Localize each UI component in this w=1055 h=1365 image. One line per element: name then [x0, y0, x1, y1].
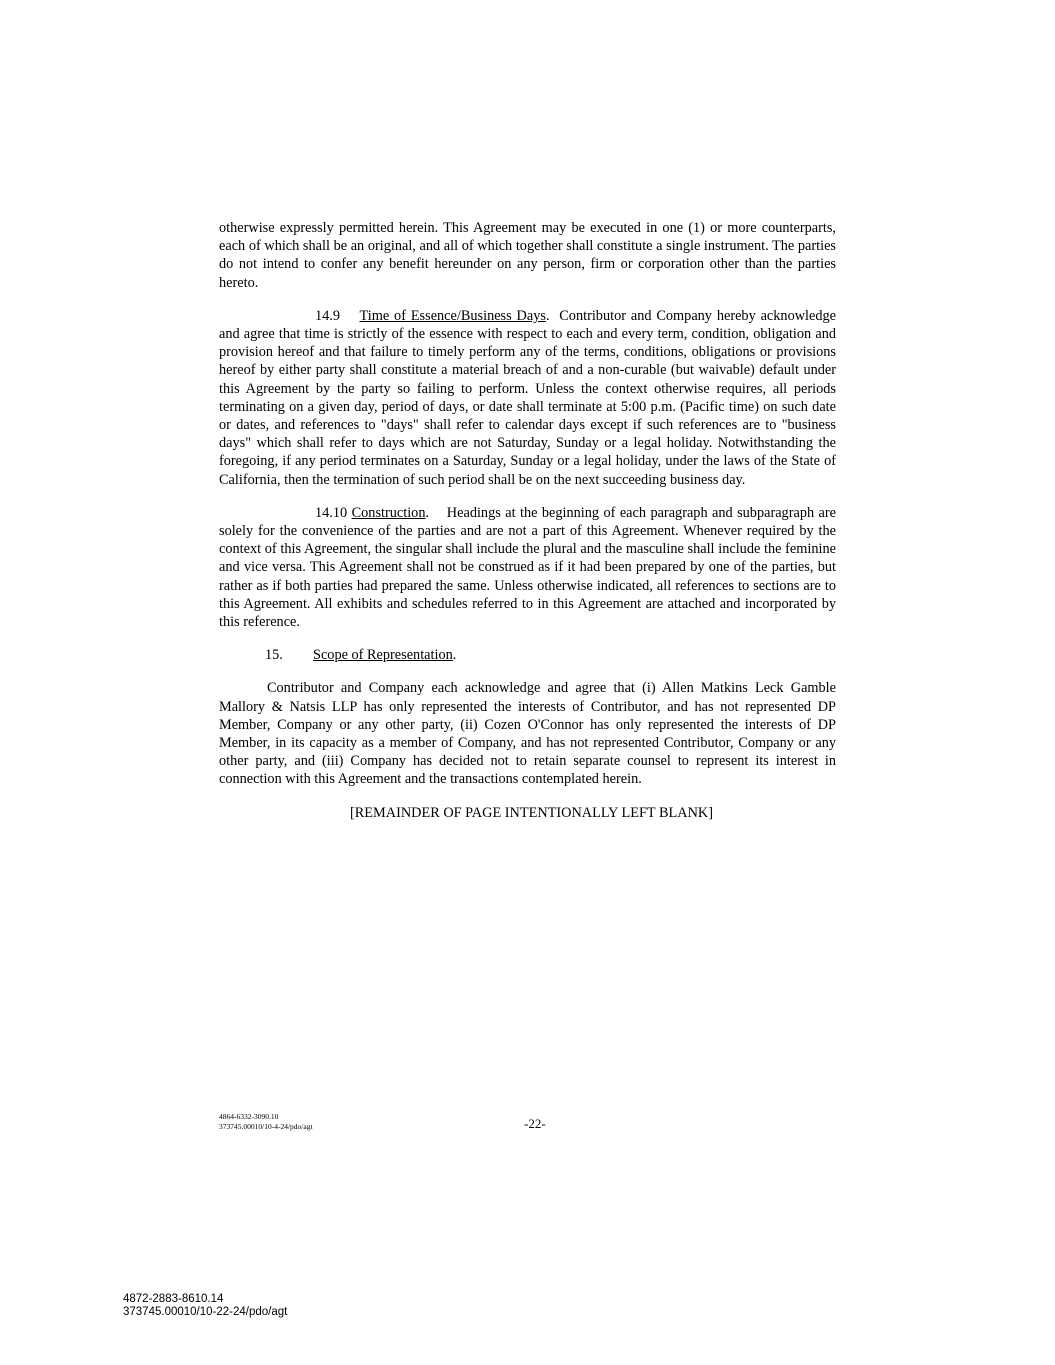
page-number: -22- [524, 1116, 546, 1131]
outer-footer-doc-id-line1: 4872-2883-8610.14 [123, 1293, 224, 1305]
section-14-9: 14.9 Time of Essence/Business Days. Contributor and Company hereby acknowledge and agree that time is strictly of the essence with respect to each and every term, condition, obligation and provision hereof and that failure to timely perform any of the terms, conditions, obligations or provisions hereof by either party shall constitute a material breach of and a non-curable (but waivable) default under this Agreement by the party so failing to perform. Unless the context otherwise requires, all periods terminating on a given day, period of days, or date shall terminate at 5:00 p.m. (Pacific time) on such date or dates, and references to "days" shall refer to calendar days except if such references are to "business days" which shall refer to days which are not Saturday, Sunday or a legal holiday. Notwithstanding the foregoing, if any period terminates on a Saturday, Sunday or a legal holiday, under the laws of the State of California, then the termination of such period shall be on the next succeeding business day. [219, 307, 837, 488]
footer-doc-id [219, 1112, 313, 1131]
section-14-10: 14.10 Construction. Headings at the beginning of each paragraph and subparagraph are solely for the convenience of the parties and are not a part of this Agreement. Whenever required by the context of this Agreement, the singular shall include the plural and the masculine shall include the feminine and vice versa. This Agreement shall not be construed as if it had been prepared by one of the parties, but rather as if both parties had prepared the same. Unless otherwise indicated, all references to sections are to this Agreement. All exhibits and schedules referred to in this Agreement are attached and incorporated by this reference. [219, 504, 836, 631]
section-14-9-number: 14.9 [315, 307, 341, 324]
section-14-10-title: Construction [351, 504, 426, 521]
section-15-title: Scope of Representation [313, 647, 453, 664]
document-body [219, 219, 836, 837]
continuation-paragraph: otherwise expressly permitted herein. This Agreement may be executed in one (1) or more counterparts, each of which shall be an original, and all of which together shall constitute a single instrument. The parties do not intend to confer any benefit hereunder on any person, firm or corporation other than the parties hereto. [219, 220, 836, 291]
section-15-number: 15. [265, 647, 283, 664]
section-14-9-title: Time of Essence/Business Days [359, 307, 546, 324]
section-14-9-body: Contributor and Company hereby acknowledge and agree that time is strictly of the essence with respect to each and every term, condition, obligation and provision hereof and that failure to timely perform any of the terms, conditions, obligations or provisions hereof by either party shall constitute a material breach of and a non-curable (but waivable) default under this Agreement by the party so failing to perform. Unless the context otherwise requires, all periods terminating on a given day, period of days, or date shall terminate at 5:00 p.m. (Pacific time) on such date or dates, and references to "days" shall refer to calendar days except if such references are to "business days" which shall refer to days which are not Saturday, Sunday or a legal holiday. Notwithstanding the foregoing, if any period terminates on a Saturday, Sunday or a legal holiday, under the laws of the State of California, then the termination of such period shall be on the next succeeding business day. [219, 307, 837, 488]
section-14-10-body: Headings at the beginning of each paragraph and subparagraph are solely for the convenience of the parties and are not a part of this Agreement. Whenever required by the context of this Agreement, the singular shall include the plural and the masculine shall include the feminine and vice versa. This Agreement shall not be construed as if it had been prepared by one of the parties, but rather as if both parties had prepared the same. Unless otherwise indicated, all references to sections are to this Agreement. All exhibits and schedules referred to in this Agreement are attached and incorporated by this reference. [219, 504, 836, 631]
section-14-10-number: 14.10 [315, 504, 348, 521]
footer-doc-id-line2: 373745.00010/10-4-24/pdo/agt [219, 1121, 313, 1131]
remainder-notice: [REMAINDER OF PAGE INTENTIONALLY LEFT BLANK] [350, 804, 713, 821]
footer-doc-id-line1: 4864-6332-3090.10 [219, 1112, 279, 1121]
section-15-body: Contributor and Company each acknowledge and agree that (i) Allen Matkins Leck Gamble Mallory & Natsis LLP has only represented the interests of Contributor, and has not represented DP Member, Company or any other party, (ii) Cozen O'Connor has only represented the interests of DP Member, in its capacity as a member of Company, and has not represented Contributor, Company or any other party, and (iii) Company has decided not to retain separate counsel to represent its interest in connection with this Agreement and the transactions contemplated herein. [219, 680, 836, 788]
section-15-heading: 15. Scope of Representation. [265, 647, 457, 664]
outer-footer-doc-id [123, 1293, 287, 1319]
outer-footer-doc-id-line2: 373745.00010/10-22-24/pdo/agt [123, 1306, 288, 1318]
